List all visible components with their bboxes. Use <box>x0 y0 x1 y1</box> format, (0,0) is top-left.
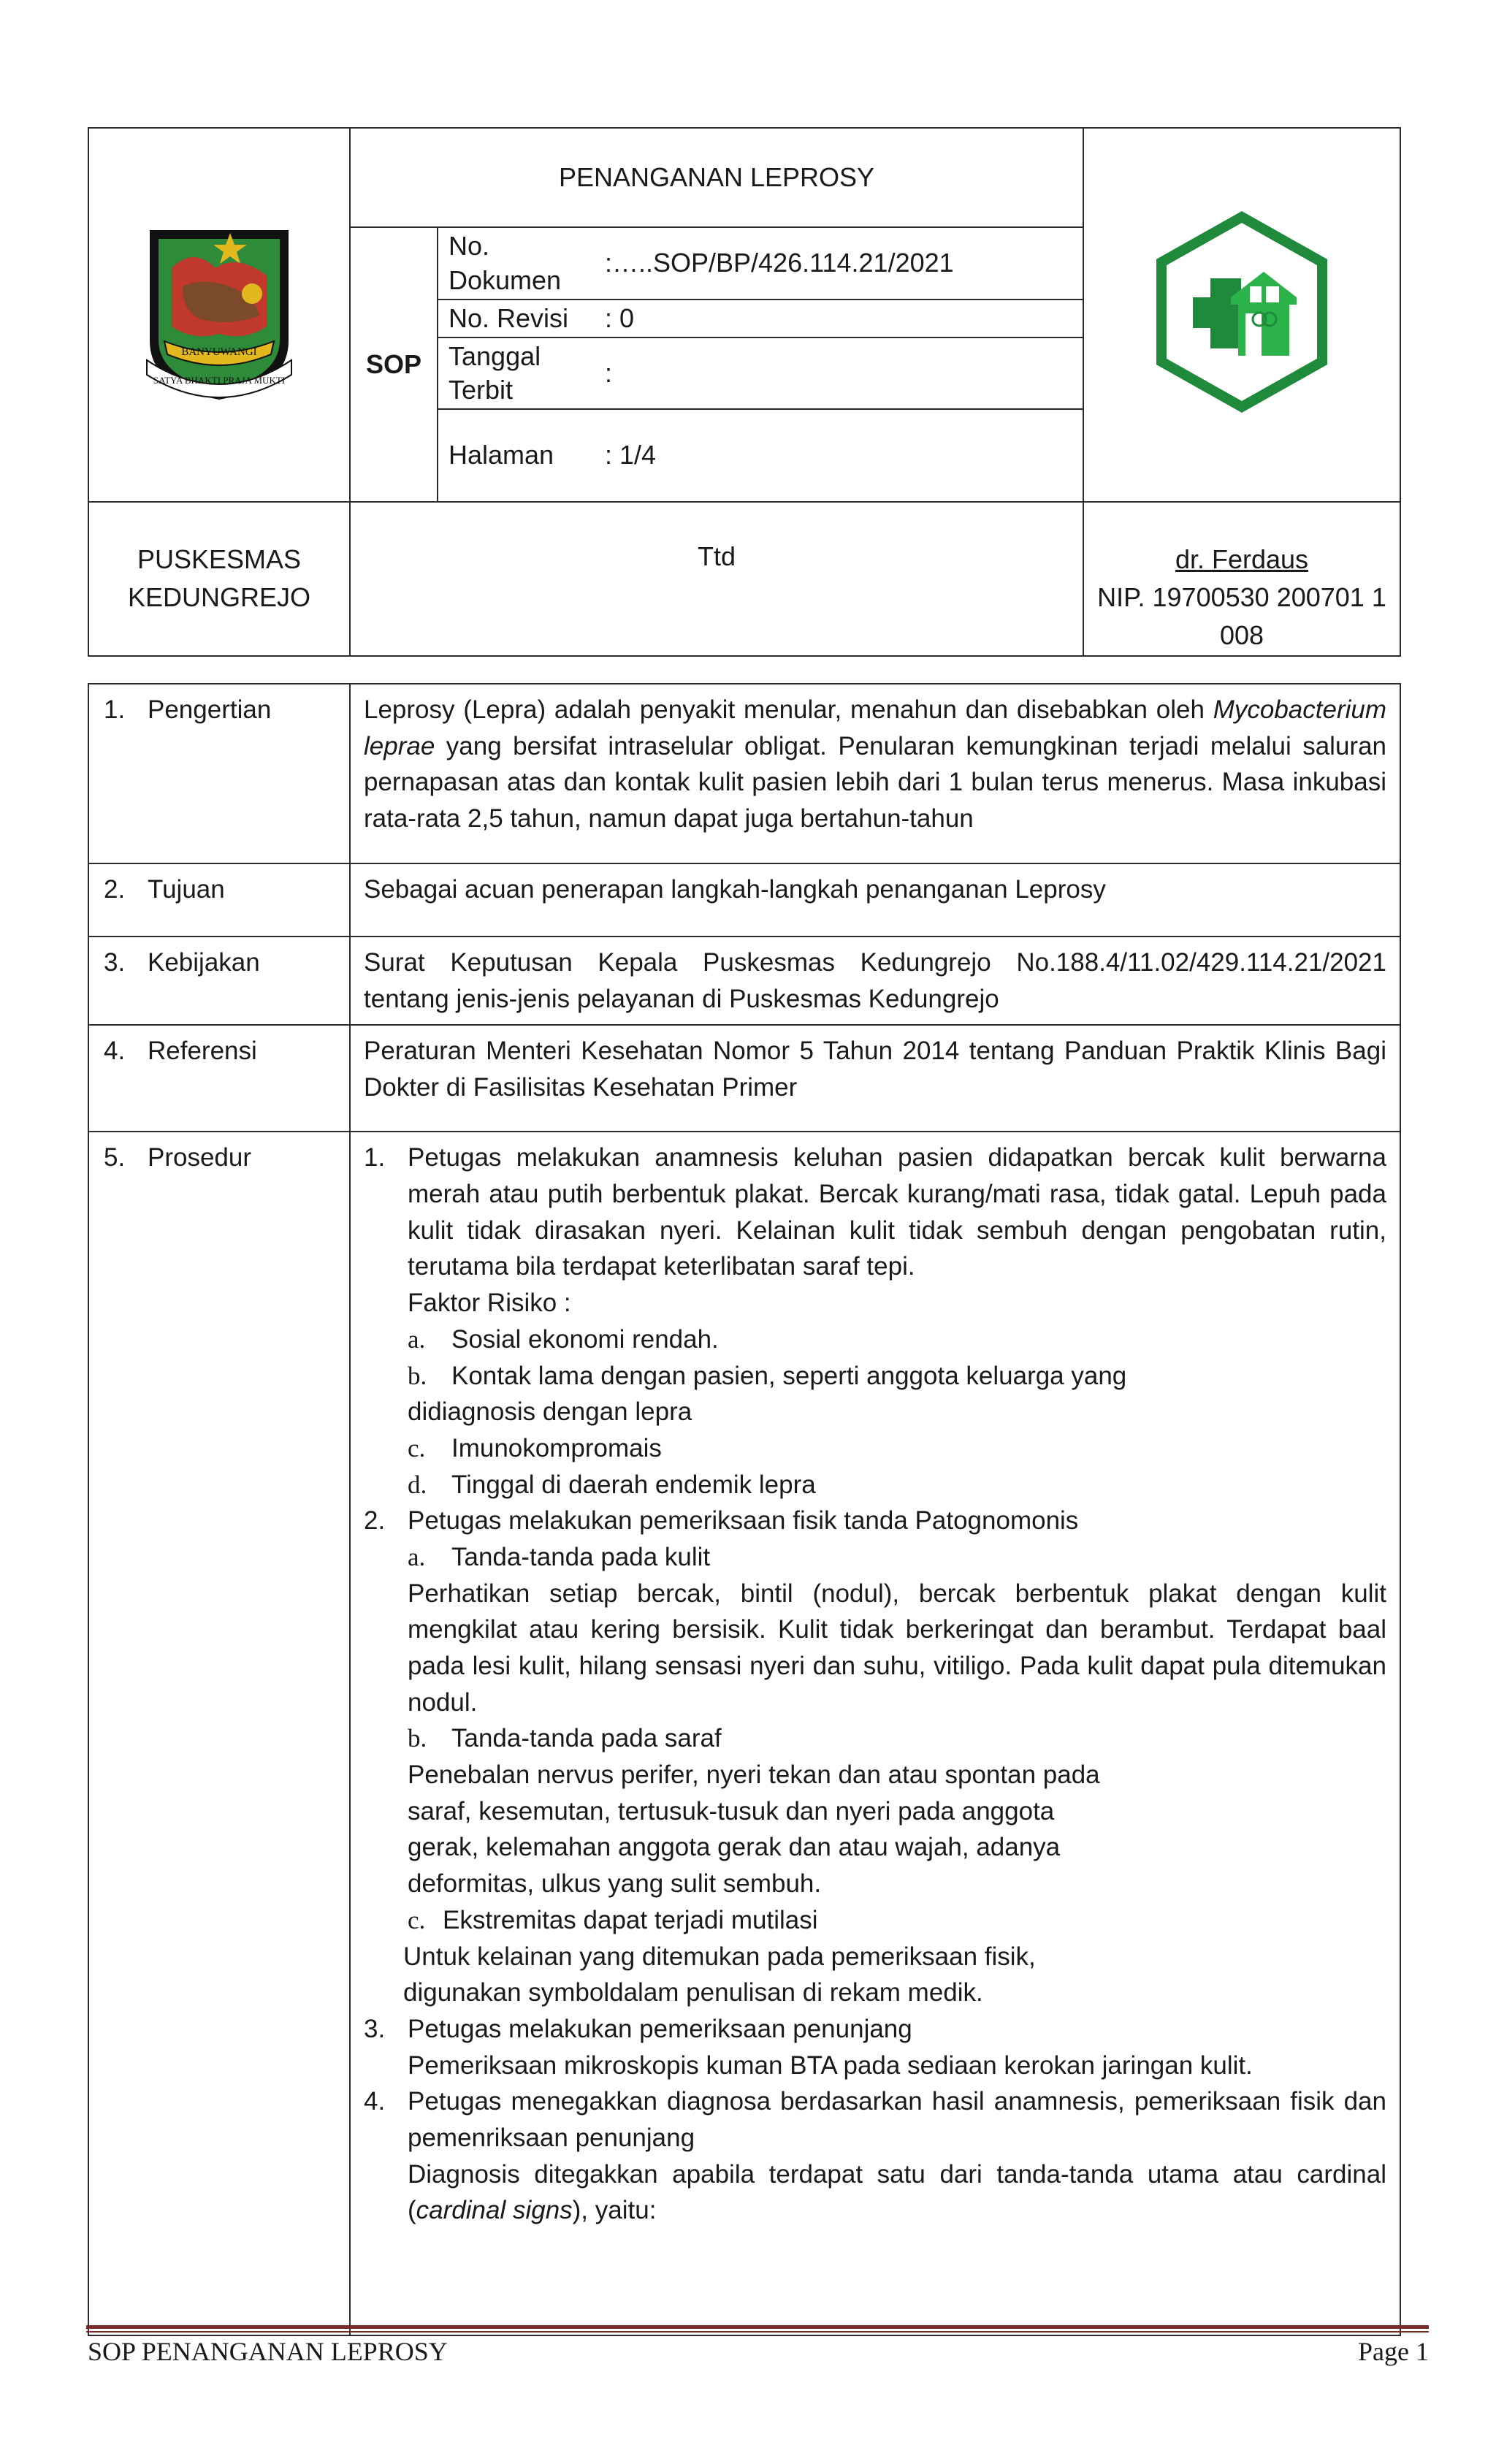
document-meta <box>438 227 1083 502</box>
signatory-name: dr. Ferdaus <box>1175 544 1309 574</box>
row-referensi <box>88 1025 1400 1132</box>
exam-nerve-line-3: gerak, kelemahan anggota gerak dan atau wajah, adanya <box>408 1833 1061 1862</box>
organization-line-2: KEDUNGREJO <box>127 582 311 613</box>
exam-nerve-line-4: deformitas, ulkus yang sulit sembuh. <box>408 1869 822 1899</box>
label-prosedur: 5. Prosedur <box>88 1132 350 2335</box>
meta-value-no-dokumen: :…..SOP/BP/426.114.21/2021 <box>595 228 1083 300</box>
footer-document-name: SOP PENANGANAN LEPROSY <box>88 2337 448 2366</box>
procedure-step-3: 3. Petugas melakukan pemeriksaan penunjang <box>364 2014 912 2043</box>
label-referensi: 4. Referensi <box>88 1025 350 1132</box>
exam-nerve-heading: b. Tanda-tanda pada saraf <box>408 1724 722 1753</box>
species-name: Mycobacterium leprae <box>364 695 1386 760</box>
row-kebijakan <box>88 937 1400 1025</box>
procedure-step-4: 4. Petugas menegakkan diagnosa berdasarkan hasil anamnesis, pemeriksaan fisik dan pemenriksaan penunjang <box>364 2087 1386 2152</box>
row-pengertian <box>88 684 1400 863</box>
puskesmas-logo <box>1150 210 1333 414</box>
meta-value-no-revisi: : 0 <box>595 300 1083 337</box>
risk-factor-b: b. Kontak lama dengan pasien, seperti anggota keluarga yang <box>408 1361 1127 1390</box>
risk-factor-heading: Faktor Risiko : <box>408 1289 571 1318</box>
meta-label-no-dokumen: No. Dokumen <box>438 228 595 300</box>
label-kebijakan: 3. Kebijakan <box>88 937 350 1025</box>
svg-text:SATYA BHAKTI PRAJA MUKTI: SATYA BHAKTI PRAJA MUKTI <box>153 374 286 386</box>
signature-cell: Ttd <box>350 502 1083 656</box>
row-prosedur <box>88 1132 1400 2335</box>
text-prosedur <box>350 1132 1400 2335</box>
meta-label-no-revisi: No. Revisi <box>438 300 595 337</box>
sop-label: SOP <box>350 227 438 502</box>
logo-cell-left <box>88 128 350 502</box>
text-referensi: Peraturan Menteri Kesehatan Nomor 5 Tahun 2014 tentang Panduan Praktik Klinis Bagi Dokter di Fasilisitas Kesehatan Primer <box>350 1025 1400 1132</box>
banyuwangi-emblem <box>142 217 296 407</box>
procedure-step-3-detail: Pemeriksaan mikroskopis kuman BTA pada sediaan kerokan jaringan kulit. <box>408 2051 1253 2080</box>
label-tujuan: 2. Tujuan <box>88 863 350 937</box>
sop-content-table <box>88 683 1401 2336</box>
row-tujuan <box>88 863 1400 937</box>
organization-name <box>88 502 350 656</box>
procedure-step-4-detail: Diagnosis ditegakkan apabila terdapat satu dari tanda-tanda utama atau cardinal (cardinal signs), yaitu: <box>408 2159 1386 2225</box>
logo-cell-right <box>1083 128 1400 502</box>
signatory-nip: NIP. 19700530 200701 1 008 <box>1097 582 1386 651</box>
meta-label-halaman: Halaman <box>449 440 554 470</box>
risk-factor-c: c. Imunokompromais <box>408 1433 662 1462</box>
meta-value-halaman: : 1/4 <box>605 440 657 470</box>
sop-header-table <box>88 127 1401 657</box>
document-title: PENANGANAN LEPROSY <box>350 128 1083 227</box>
label-pengertian: 1. Pengertian <box>88 684 350 863</box>
exam-extremity-line-1: Untuk kelainan yang ditemukan pada pemeriksaan fisik, <box>403 1942 1036 1971</box>
exam-skin-heading: a. Tanda-tanda pada kulit <box>408 1542 711 1571</box>
risk-factor-a: a. Sosial ekonomi rendah. <box>408 1324 719 1354</box>
footer-rule-thin <box>86 2331 1429 2333</box>
exam-skin-text: Perhatikan setiap bercak, bintil (nodul), bercak berbentuk plakat dengan kulit mengkilat atau kering bersisik. Kulit tidak berkeringat dan berambut. Terdapat baal pada lesi kulit, hilang sensasi nyeri dan suhu, vitiligo. Pada kulit dapat pula ditemukan nodul. <box>408 1579 1386 1717</box>
text-pengertian: Leprosy (Lepra) adalah penyakit menular, menahun dan disebabkan oleh Mycobacterium leprae yang bersifat intraselular obligat. Penularan kemungkinan terjadi melalui saluran pernapasan atas dan kontak kulit pasien lebih dari 1 bulan terus menerus. Masa inkubasi rata-rata 2,5 tahun, namun dapat juga bertahun-tahun <box>350 684 1400 863</box>
exam-nerve-line-2: saraf, kesemutan, tertusuk-tusuk dan nyeri pada anggota <box>408 1796 1055 1826</box>
exam-nerve-line-1: Penebalan nervus perifer, nyeri tekan dan atau spontan pada <box>408 1761 1100 1790</box>
text-tujuan: Sebagai acuan penerapan langkah-langkah penanganan Leprosy <box>350 863 1400 937</box>
procedure-step-1: 1. Petugas melakukan anamnesis keluhan pasien didapatkan bercak kulit berwarna merah atau putih berbentuk plakat. Bercak kurang/mati rasa, tidak gatal. Lepuh pada kulit tidak dirasakan nyeri. Kelainan kulit tidak sembuh dengan pengobatan rutin, terutama bila terdapat keterlibatan saraf tepi. <box>364 1143 1386 1281</box>
meta-label-tanggal-terbit: Tanggal Terbit <box>438 337 595 409</box>
risk-factor-b-cont: didiagnosis dengan lepra <box>408 1397 692 1427</box>
meta-value-tanggal-terbit: : <box>595 337 1083 409</box>
risk-factor-d: d. Tinggal di daerah endemik lepra <box>408 1470 816 1499</box>
organization-line-1: PUSKESMAS <box>137 544 302 574</box>
exam-extremity-line-2: digunakan symboldalam penulisan di rekam medik. <box>403 1978 983 2007</box>
signatory <box>1083 502 1400 656</box>
exam-extremity-heading: c. Ekstremitas dapat terjadi mutilasi <box>408 1905 818 1934</box>
procedure-step-2: 2. Petugas melakukan pemeriksaan fisik tanda Patognomonis <box>364 1506 1079 1536</box>
text-kebijakan: Surat Keputusan Kepala Puskesmas Kedungrejo No.188.4/11.02/429.114.21/2021 tentang jenis-jenis pelayanan di Puskesmas Kedungrejo <box>350 937 1400 1025</box>
svg-text:BANYUWANGI: BANYUWANGI <box>181 346 257 358</box>
footer-page-number: Page 1 <box>1358 2337 1429 2366</box>
footer-rule-thick <box>86 2325 1429 2329</box>
